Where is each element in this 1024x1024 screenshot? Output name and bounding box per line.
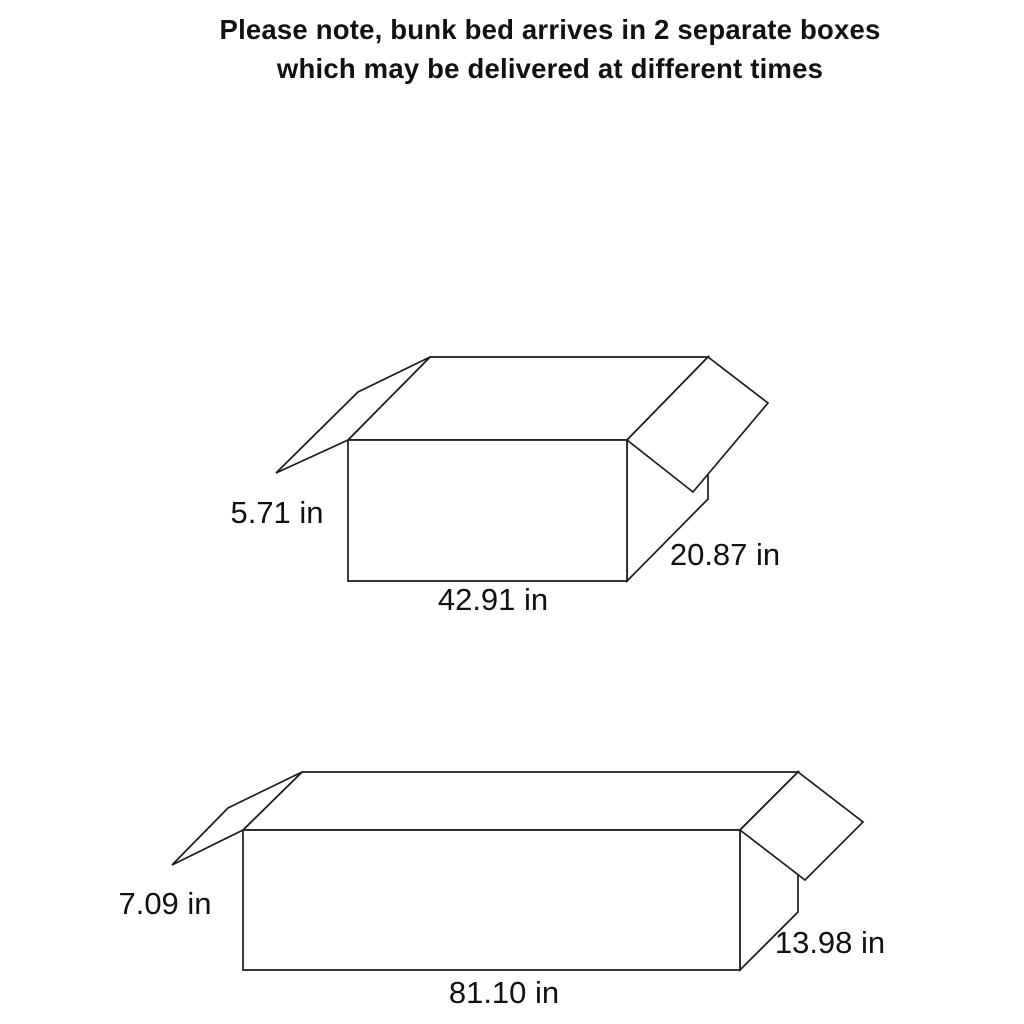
box1-length-label: 42.91 in xyxy=(437,582,549,617)
box1-height-label: 5.71 in xyxy=(230,495,324,530)
box2-front-face xyxy=(243,830,740,970)
box1-front-face xyxy=(348,440,627,581)
delivery-note-line1: Please note, bunk bed arrives in 2 separate boxes xyxy=(219,14,881,45)
delivery-note xyxy=(50,10,1024,88)
box2-height-label: 7.09 in xyxy=(118,886,212,921)
box2-depth-label: 13.98 in xyxy=(774,925,886,960)
box2-length-label: 81.10 in xyxy=(448,975,560,1010)
box2-top-face xyxy=(243,772,798,830)
box1-depth-label: 20.87 in xyxy=(669,537,781,572)
delivery-note-line2: which may be delivered at different times xyxy=(276,53,824,84)
box2-drawing xyxy=(172,772,863,970)
